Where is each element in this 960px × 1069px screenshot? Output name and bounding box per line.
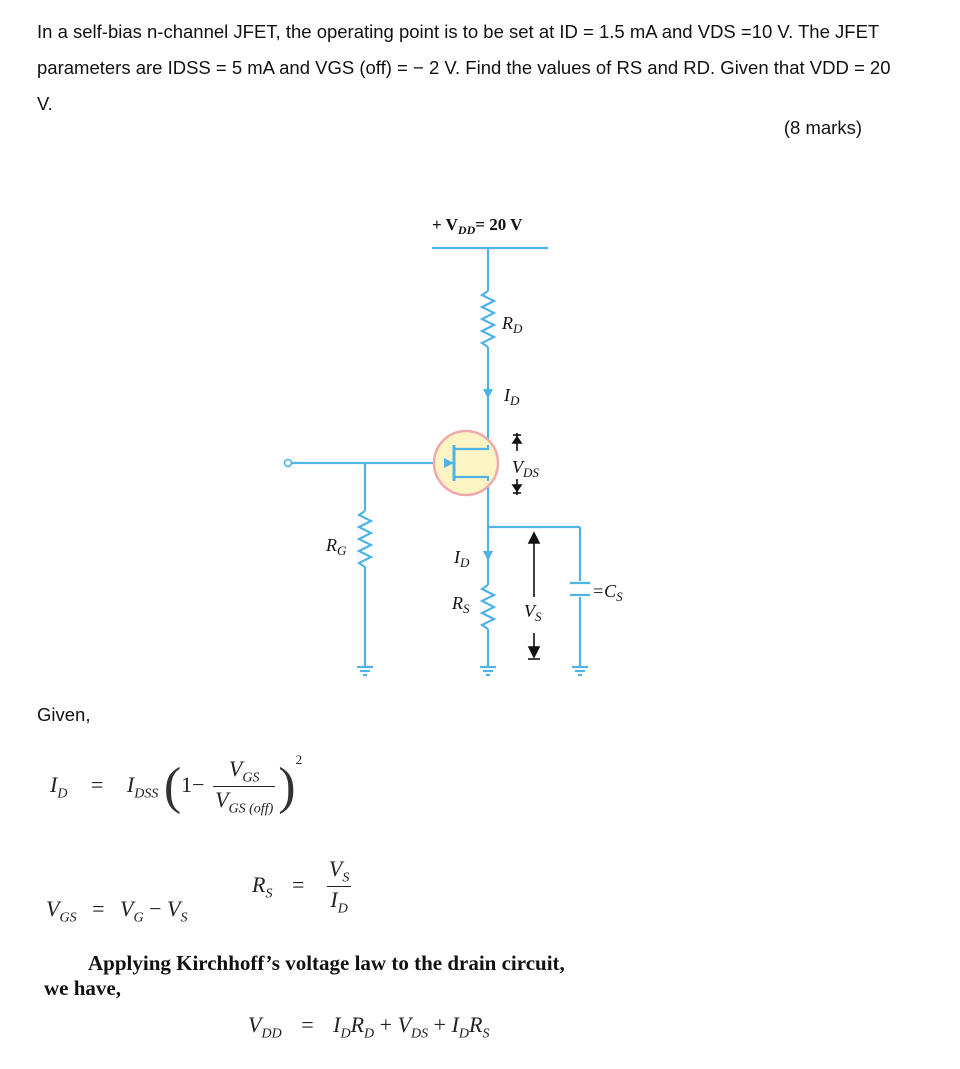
rs-label: $R_S$	[452, 593, 470, 616]
kvl-line-1: Applying Kirchhoff’s voltage law to the drain circuit,	[88, 951, 565, 975]
equation-id-formula: $I_D = I_{DSS}$ (1− $\frac{V_{GS}}{V_{GS (off)}}$ )$^2$	[50, 752, 303, 817]
id-top-label: $I_D$	[504, 385, 520, 408]
equation-vgs-formula: $V_{GS} = V_G - V_S$	[46, 896, 188, 926]
vs-arrow	[528, 533, 540, 659]
question-text: In a self-bias n-channel JFET, the operating point is to be set at ID = 1.5 mA and VDS =10 V. The JFET parameters are IDSS = 5 mA and VGS (off) = − 2 V. Find the values of RS and RD. Given that VDD = 20 V.	[37, 21, 891, 114]
marks-label: (8 marks)	[783, 117, 862, 138]
vdd-label: + $V_{DD}= 20$ V	[432, 215, 523, 237]
kvl-line-2: we have,	[44, 976, 121, 1000]
kvl-text	[44, 951, 664, 1001]
equation-kvl: $V_{DD} = I_DR_D + V_{DS} + I_DR_S$	[248, 1012, 490, 1042]
cs-label: $=C_S$	[592, 581, 623, 604]
vs-label: $V_S$	[524, 601, 542, 624]
rd-label: $R_D$	[502, 313, 523, 336]
id-bottom-arrow	[483, 551, 493, 561]
given-label: Given,	[37, 704, 91, 725]
id-bottom-label: $I_D$	[454, 547, 470, 570]
gate-terminal	[285, 460, 292, 467]
vds-label: $V_{DS}$	[512, 457, 539, 480]
rg-label: $R_G$	[326, 535, 347, 558]
jfet-circuit-diagram	[270, 205, 630, 685]
id-top-arrow	[483, 389, 493, 399]
equation-rs-formula: $R_S$ = $\frac{V_S}{I_D}$	[252, 856, 350, 917]
jfet-symbol	[434, 431, 498, 495]
